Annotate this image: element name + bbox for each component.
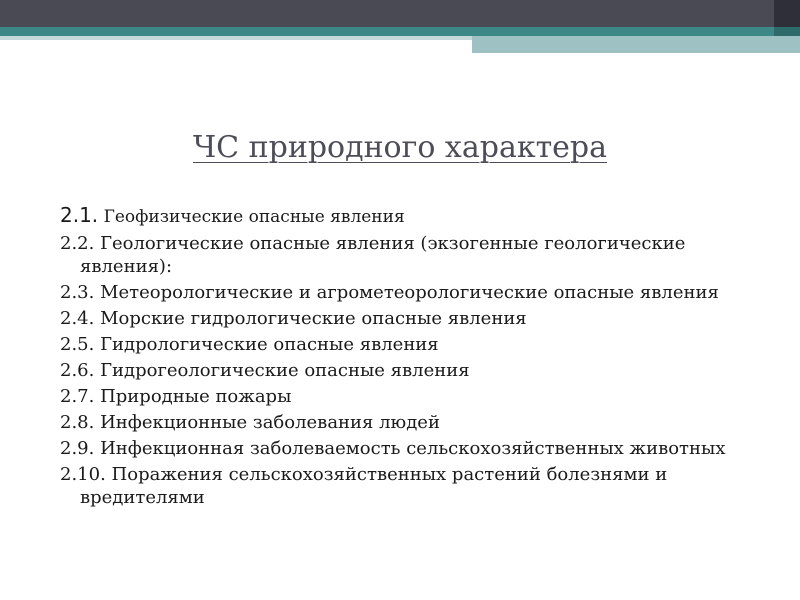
list-item-text: Поражения сельскохозяйственных растений болезнями и вредителями [80,464,668,508]
list-item [60,463,760,509]
list-item [60,359,760,382]
list-item-text: Геофизические опасные явления [98,207,405,227]
header-light-block [472,36,800,53]
list-item [60,232,760,278]
list-item-text: Морские гидрологические опасные явления [94,308,527,329]
header-teal-stripe-edge [774,27,800,36]
list-item-number: 2.10. [60,464,106,485]
list-item-number: 2.7. [60,386,95,407]
list-item-number: 2.3. [60,282,95,303]
list-item-number: 2.5. [60,334,95,355]
hazard-list [60,204,760,512]
list-item-number: 2.9. [60,438,95,459]
list-item [60,307,760,330]
list-item-text: Метеорологические и агрометеорологические опасные явления [94,282,719,303]
list-item [60,333,760,356]
header-dark-bar [0,0,800,27]
list-item-number: 2.8. [60,412,95,433]
list-item [60,411,760,434]
header-teal-stripe [0,27,800,36]
list-item-text: Геологические опасные явления (экзогенные геологические явления): [80,233,686,277]
list-item-number: 2.2. [60,233,95,254]
header-light-stripe [0,36,472,40]
list-item [60,385,760,408]
list-item-number: 2.6. [60,360,95,381]
list-item-text: Инфекционная заболеваемость сельскохозяйственных животных [94,438,726,459]
list-item-text: Гидрологические опасные явления [94,334,439,355]
list-item [60,204,760,229]
header-dark-bar-edge [774,0,800,27]
list-item [60,437,760,460]
list-item-number: 2.4. [60,308,95,329]
list-item-text: Природные пожары [94,386,292,407]
list-item-number: 2.1. [60,203,99,227]
list-item-text: Инфекционные заболевания людей [94,412,440,433]
list-item [60,281,760,304]
slide-title: ЧС природного характера [192,130,608,165]
list-item-text: Гидрогеологические опасные явления [94,360,470,381]
